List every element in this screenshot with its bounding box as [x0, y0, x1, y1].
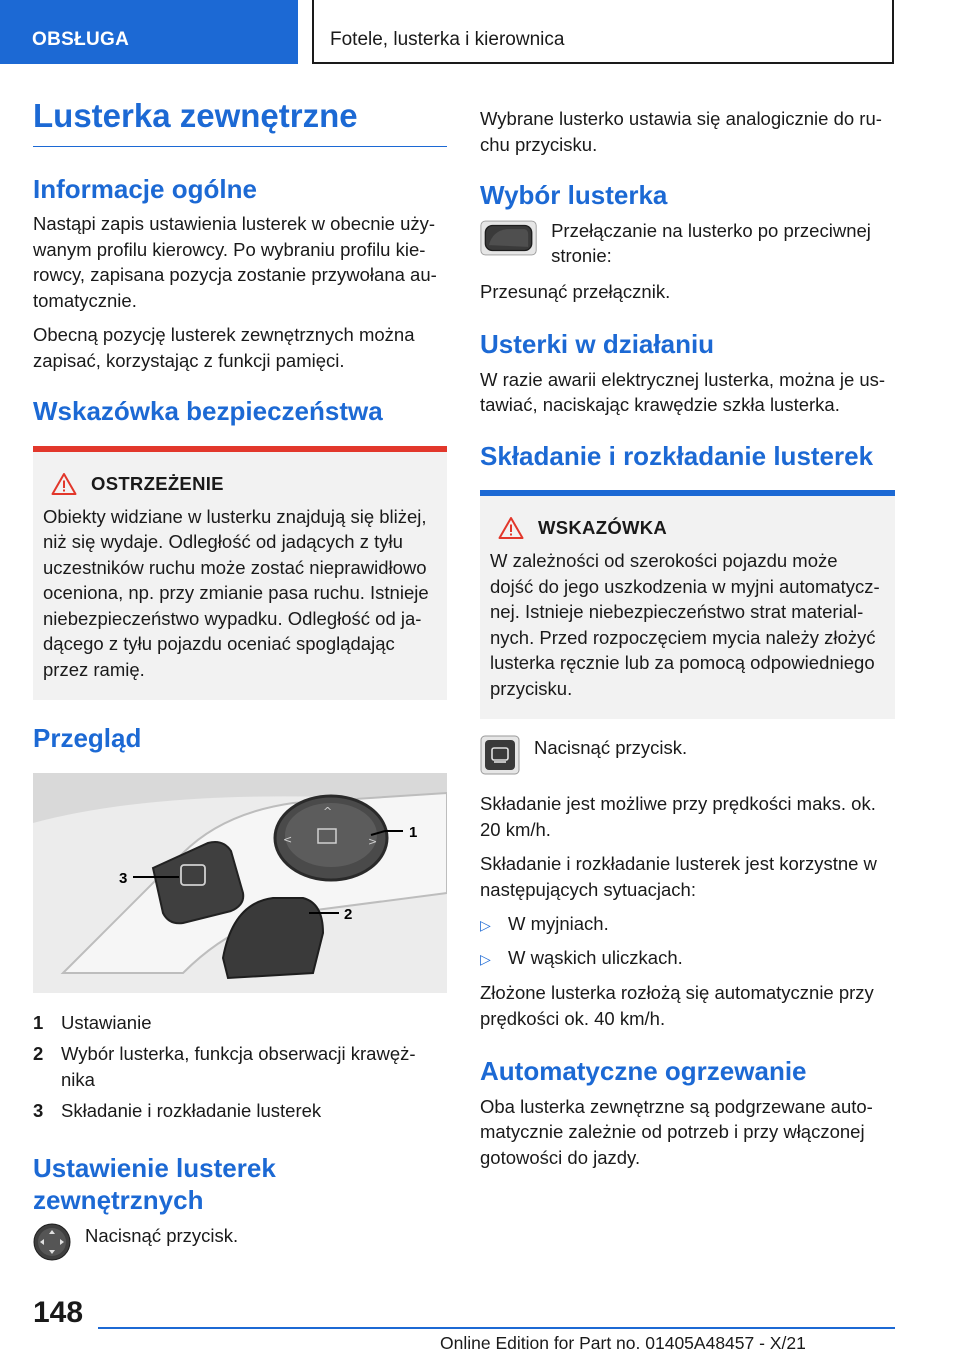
notice-box — [480, 490, 895, 719]
page-title: Lusterka zewnętrzne — [33, 96, 447, 147]
bullet-triangle-icon: ▷ — [480, 950, 491, 967]
bullet-item — [480, 911, 895, 939]
select-action: Przesunąć przełącznik. — [480, 280, 671, 302]
page-number: 148 — [33, 1296, 84, 1329]
fold-paragraph-1: Składanie jest możliwe przy prędkości maks. ok. 20 km/h. — [480, 793, 876, 840]
legend-text: Składanie i rozkładanie lusterek — [61, 1100, 322, 1122]
bullet-item — [480, 945, 895, 973]
chapter-title: Fotele, lusterka i kierownica — [312, 0, 894, 64]
heat-heading: Automatyczne ogrzewanie — [480, 1056, 807, 1086]
overview-heading: Przegląd — [33, 723, 142, 754]
bullet-text: W wąskich uliczkach. — [508, 946, 683, 968]
legend-text: Wybór lusterka, funkcja obserwacji krawęż-nika — [61, 1043, 416, 1090]
adjust-heading: Ustawienie lusterek zewnętrznych — [33, 1152, 276, 1216]
adjust-text: Nacisnąć przycisk. — [85, 1224, 239, 1246]
select-heading: Wybór lusterka — [480, 180, 668, 210]
right-column — [480, 96, 895, 1179]
mirror-fold-button-icon — [480, 735, 520, 775]
fault-text: W razie awarii elektrycznej lusterka, można je us-tawiać, naciskając krawędzie szkła lusterka. — [480, 368, 886, 415]
safety-heading: Wskazówka bezpieczeństwa — [33, 396, 383, 427]
fold-heading: Składanie i rozkładanie lusterek — [480, 440, 874, 471]
bullet-text: W myjniach. — [508, 913, 609, 934]
notice-triangle-icon — [498, 516, 524, 540]
mirror-controls-figure — [33, 773, 447, 993]
legend-list — [33, 1010, 447, 1124]
svg-text:>: > — [368, 834, 378, 848]
fold-paragraph-2: Składanie i rozkładanie lusterek jest korzystne w następujących sytuacjach: — [480, 853, 877, 900]
left-column — [33, 96, 447, 1271]
notice-text: W zależności od szerokości pojazdu może dojść do jego uszkodzenia w myjni automatycz-nej. Istnieje niebezpieczeństwo strat material-nych. Przed rozpoczęciem mycia należy złożyć lusterka ręcznie lub za pomocą odpowiedniego przycisku. — [490, 550, 880, 699]
heat-text: Oba lusterka zewnętrzne są podgrzewane auto-matycznie zależnie od potrzeb i przy włączonej gotowości do jazdy. — [480, 1095, 873, 1168]
legend-number: 3 — [33, 1100, 44, 1122]
warning-box — [33, 446, 447, 701]
general-heading: Informacje ogólne — [33, 173, 257, 204]
footer-divider — [98, 1327, 895, 1329]
callout-1: 1 — [409, 823, 418, 841]
legend-number: 1 — [33, 1011, 44, 1033]
intro-text: Wybrane lusterko ustawia się analogicznie do ru-chu przycisku. — [480, 108, 882, 155]
svg-text:^: ^ — [323, 804, 333, 818]
mirror-adjust-button-icon — [33, 1223, 71, 1261]
legend-text: Ustawianie — [61, 1011, 152, 1033]
fold-instruction — [480, 735, 895, 775]
general-paragraph-2: Obecną pozycję lusterek zewnętrznych można zapisać, korzystając z funkcji pamięci. — [33, 324, 415, 371]
fault-heading: Usterki w działaniu — [480, 329, 715, 359]
section-tab: OBSŁUGA — [0, 0, 298, 64]
fold-bullet-list — [480, 911, 895, 972]
svg-text:<: < — [283, 832, 293, 846]
fold-icon-text: Nacisnąć przycisk. — [534, 737, 688, 758]
select-instruction — [480, 218, 895, 269]
general-paragraph-1: Nastąpi zapis ustawienia lusterek w obecnie uży-wanym profilu kierowcy. Po wybraniu profilu kie-rowcy, zapisana pozycja zostanie przywołana au-tomatycznie. — [33, 213, 437, 311]
select-icon-text: Przełączanie na lusterko po przeciwnej stronie: — [551, 219, 871, 266]
mirror-selector-switch-icon — [480, 218, 537, 258]
legend-item — [33, 1098, 447, 1124]
fold-paragraph-3: Złożone lusterka rozłożą się automatycznie przy prędkości ok. 40 km/h. — [480, 982, 874, 1029]
legend-number: 2 — [33, 1043, 44, 1065]
bullet-triangle-icon: ▷ — [480, 917, 491, 933]
adjust-instruction — [33, 1223, 447, 1261]
callout-3: 3 — [119, 869, 128, 887]
warning-text: Obiekty widziane w lusterku znajdują się bliżej, niż się wydaje. Odległość od jadących z tyłu uczestników ruchu może zostać nieprawidłowo oceniona, np. przy zmianie pasa ruchu. Istnieje niebezpieczeństwo wypadku. Odległość od ja-dącego z tyłu pojazdu oceniać spoglądając przez ramię. — [43, 505, 429, 680]
legend-item — [33, 1010, 447, 1036]
legend-item — [33, 1041, 447, 1092]
warning-triangle-icon — [51, 472, 77, 496]
warning-label: OSTRZEŻENIE — [91, 472, 224, 494]
callout-2: 2 — [344, 905, 353, 923]
notice-label: WSKAZÓWKA — [538, 517, 668, 538]
edition-note: Online Edition for Part no. 01405A48457 - X/21 — [440, 1333, 806, 1353]
